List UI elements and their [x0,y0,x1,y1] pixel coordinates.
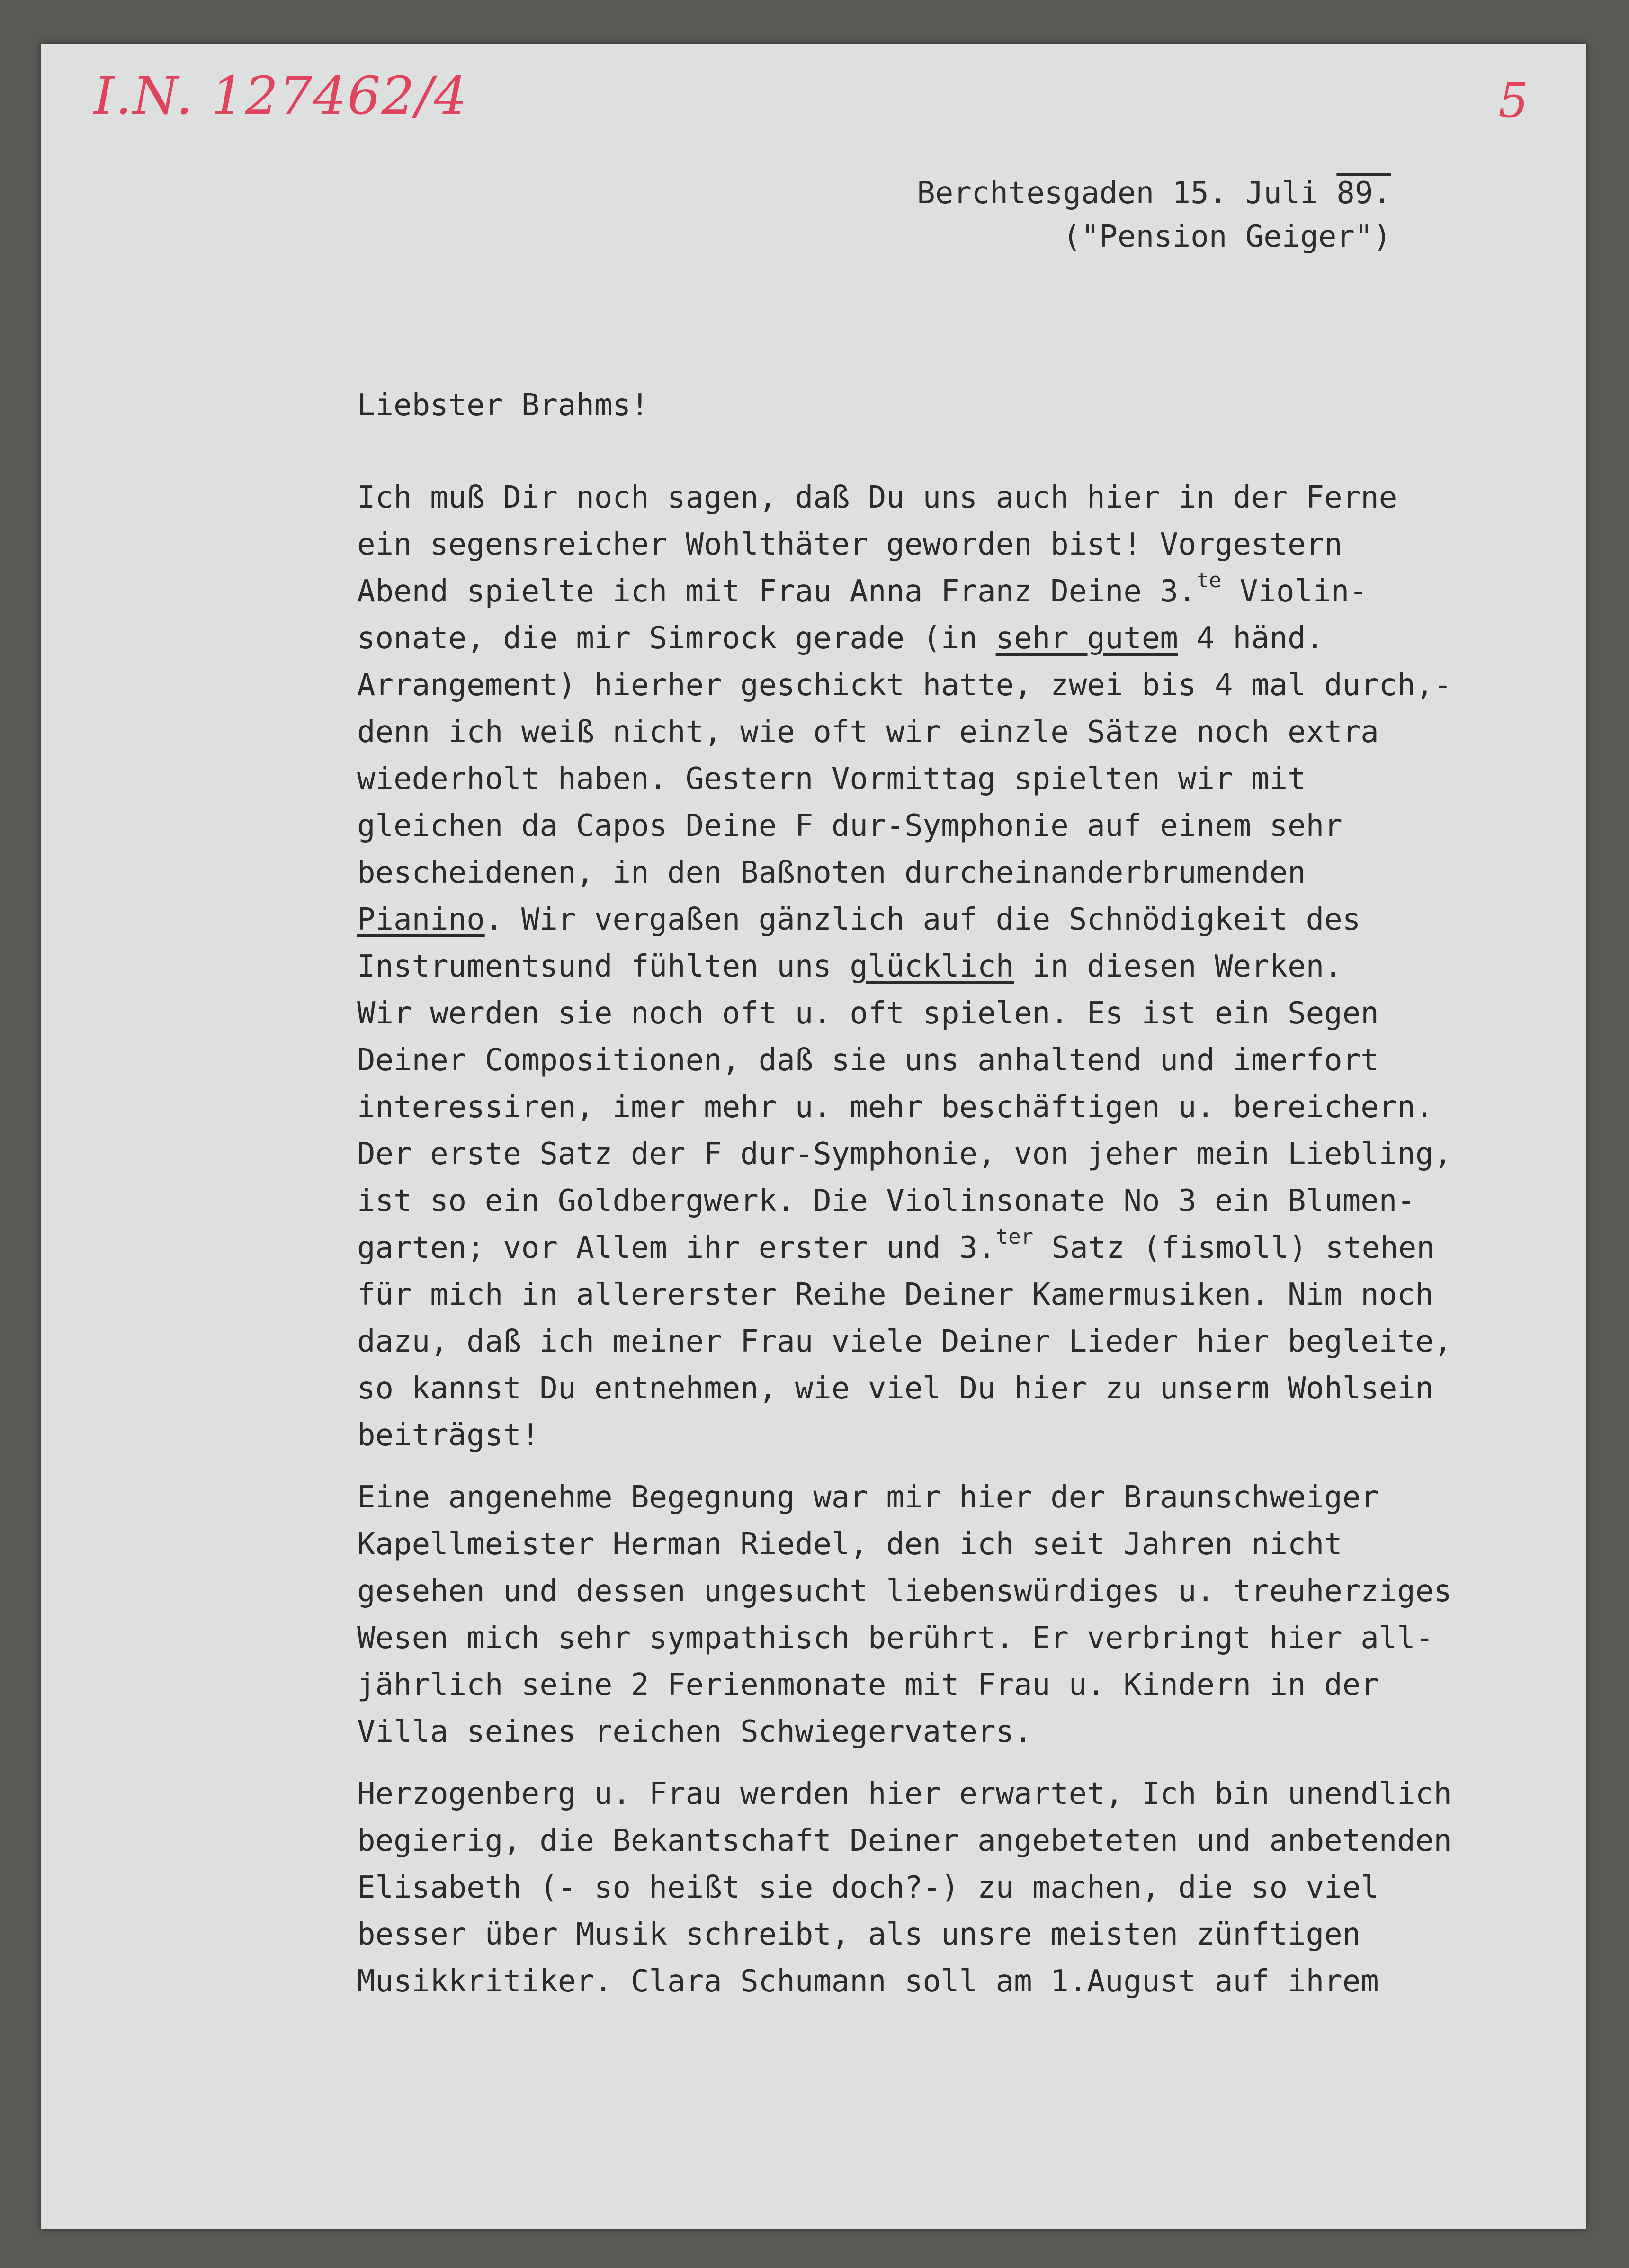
text-segment: Abend spielte ich mit Frau Anna Franz Deine 3. [357,574,1197,609]
text-line: für mich in allererster Reihe Deiner Kamermusiken. Nim noch [357,1277,1434,1312]
text-segment: garten; vor Allem ihr erster und 3. [357,1230,996,1265]
text-line: Herzogenberg u. Frau werden hier erwartet, Ich bin unendlich [357,1776,1452,1811]
text-line: ist so ein Goldbergwerk. Die Violinsonate No 3 ein Blumen- [357,1183,1415,1219]
text-line: Kapellmeister Herman Riedel, den ich seit Jahren nicht [357,1527,1343,1562]
text-line [357,943,1560,990]
paragraph-3 [357,1771,1560,2005]
text-line: Villa seines reichen Schwiegervaters. [357,1714,1032,1749]
text-line: beiträgst! [357,1418,540,1453]
text-line: begierig, die Bekantschaft Deiner angebeteten und anbetenden [357,1823,1452,1858]
text-line [357,896,1560,943]
letter-body [357,382,1560,2020]
paragraph-1 [357,475,1560,1459]
text-line: besser über Musik schreibt, als unsre meisten zünftigen [357,1917,1361,1952]
text-line: ein segensreicher Wohlthäter geworden bist! Vorgestern [357,527,1343,562]
text-line: Arrangement) hierher geschickt hatte, zwei bis 4 mal durch,- [357,668,1452,703]
text-line: Eine angenehme Begegnung war mir hier der Braunschweiger [357,1480,1379,1515]
text-line: Musikkritiker. Clara Schumann soll am 1.August auf ihrem [357,1964,1379,1999]
dateline-place-date: Berchtesgaden 15. Juli [917,176,1337,211]
dateline-address: ("Pension Geiger") [1063,219,1391,254]
text-line: jährlich seine 2 Ferienmonate mit Frau u. Kindern in der [357,1667,1379,1703]
underlined-text: glücklich [850,949,1014,984]
text-line: gleichen da Capos Deine F dur-Symphonie auf einem sehr [357,808,1343,843]
dateline [917,171,1391,259]
letter-sheet [41,44,1586,2229]
text-line: so kannst Du entnehmen, wie viel Du hier zu unserm Wohlsein [357,1371,1434,1406]
dateline-year: 89. [1336,176,1391,211]
paragraph-2 [357,1474,1560,1756]
text-line: denn ich weiß nicht, wie oft wir einzle Sätze noch extra [357,715,1379,750]
text-segment: Violin- [1221,574,1368,609]
underlined-text: sehr gutem [995,621,1178,656]
archive-inventory-note: I.N. 127462/4 [94,65,468,126]
text-segment: in diesen Werken. [1014,949,1343,984]
text-segment: sonate, die mir Simrock gerade (in [357,621,996,656]
text-line [357,568,1560,615]
text-line: Deiner Compositionen, daß sie uns anhaltend und imerfort [357,1043,1379,1078]
text-segment: 4 händ. [1178,621,1325,656]
text-line: Der erste Satz der F dur-Symphonie, von jeher mein Liebling, [357,1137,1452,1172]
text-line: Ich muß Dir noch sagen, daß Du uns auch hier in der Ferne [357,480,1397,515]
text-line [357,615,1560,662]
text-line: dazu, daß ich meiner Frau viele Deiner Lieder hier begleite, [357,1324,1452,1359]
text-line: Wesen mich sehr sympathisch berührt. Er verbringt hier all- [357,1621,1434,1656]
underlined-text: Pianino [357,902,485,937]
page-number: 5 [1498,73,1529,128]
text-line: Wir werden sie noch oft u. oft spielen. Es ist ein Segen [357,996,1379,1031]
text-line [357,1225,1560,1272]
salutation: Liebster Brahms! [357,388,649,423]
text-line: gesehen und dessen ungesucht liebenswürdiges u. treuherziges [357,1574,1452,1609]
ordinal-superscript: ter [995,1225,1034,1249]
text-line: interessiren, imer mehr u. mehr beschäftigen u. bereichern. [357,1090,1434,1125]
text-line: Elisabeth (- so heißt sie doch?-) zu machen, die so viel [357,1870,1379,1905]
ordinal-superscript: te [1196,568,1222,592]
text-segment: Satz (fismoll) stehen [1033,1230,1435,1265]
text-line: bescheidenen, in den Baßnoten durcheinanderbrumenden [357,855,1306,890]
text-segment: Instrumentsund fühlten uns [357,949,850,984]
text-segment: . Wir vergaßen gänzlich auf die Schnödigkeit des [484,902,1361,937]
text-line: wiederholt haben. Gestern Vormittag spielten wir mit [357,762,1306,797]
